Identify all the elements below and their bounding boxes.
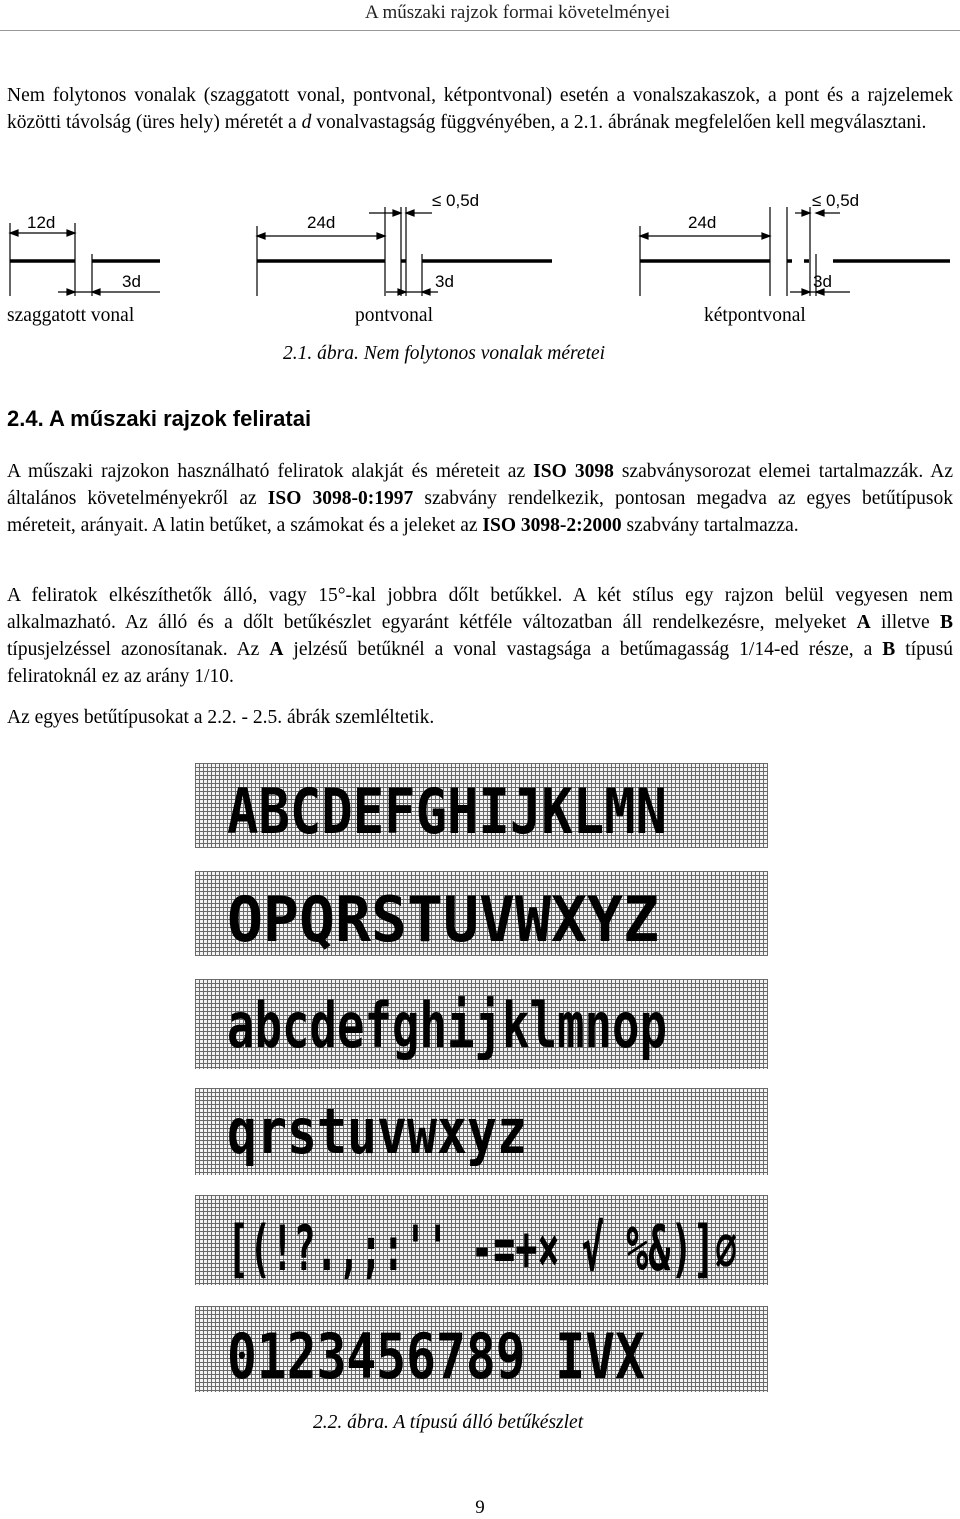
para2-bold-3: A (269, 639, 284, 660)
para2-text-5: típusú feliratoknál ez az arány 1/10. (7, 639, 953, 687)
glyph-row-1-text: ABCDEFGHIJKLMN (227, 775, 667, 848)
label-dotted: pontvonal (355, 305, 433, 326)
para2-text-1: A feliratok elkészíthetők álló, vagy 15°-kal jobbra dőlt betűkkel. A két stílus egy rajzon belül vegyesen nem alkalmazható. Az álló és a dőlt betűkészlet egyaránt kétféle változatban áll rendelkezésre, melyeket (7, 585, 953, 633)
dotted-line-diagram (257, 207, 552, 296)
para2-text-2: illetve (870, 612, 940, 633)
page-number: 9 (475, 1497, 485, 1518)
intro-text-b: vonalvastagság függvényében, a 2.1. ábrának megfelelően kell megválasztani. (311, 112, 927, 133)
paragraph-figures-ref: Az egyes betűtípusokat a 2.2. - 2.5. ábrák szemléltetik. (7, 707, 435, 728)
header-title: A műszaki rajzok formai követelményei (365, 2, 670, 23)
glyph-grid-row-6 (195, 1306, 768, 1392)
dim-twodot-dot: ≤ 0,5d (812, 191, 860, 210)
glyph-row-4-text: qrstuvwxyz (227, 1095, 527, 1168)
glyph-row-2-text: OPQRSTUVWXYZ (227, 883, 659, 956)
line-types-figure (0, 185, 960, 300)
glyph-row-6-text: 0123456789 IVX (227, 1320, 645, 1392)
glyph-row-3-text: abcdefghijklmnop (227, 989, 667, 1062)
page-header (0, 0, 960, 34)
glyph-grid-row-4 (195, 1088, 768, 1175)
dim-dot-long: 24d (307, 213, 336, 232)
dim-twodot-long: 24d (688, 213, 717, 232)
para1-text-4: szabvány tartalmazza. (621, 515, 799, 536)
glyph-grid-row-1 (195, 763, 768, 848)
glyph-grid-row-3 (195, 979, 768, 1069)
para2-text-3: típusjelzéssel azonosítanak. Az (7, 639, 270, 660)
para1-text-3: szabvány rendelkezik, pontosan megadva az egyes betűtípusok méreteit, arányait. A latin betűket, a számokat és a jeleket az (7, 488, 953, 536)
figure2-caption: 2.2. ábra. A típusú álló betűkészlet (313, 1412, 584, 1433)
para1-bold-1: ISO 3098 (533, 461, 614, 482)
para2-bold-4: B (882, 639, 896, 660)
dim-dot-dot: ≤ 0,5d (432, 191, 480, 210)
para2-bold-2: B (939, 612, 953, 633)
intro-d-symbol: d (301, 112, 312, 133)
glyph-row-5-text: [(!?.,;:'' -=+× √ %&)]∅ (227, 1212, 737, 1285)
para1-text-1: A műszaki rajzokon használható feliratok alakját és méreteit az (7, 461, 534, 482)
para1-bold-3: ISO 3098-2:2000 (482, 515, 622, 536)
dim-dashed-gap: 3d (122, 272, 141, 291)
glyph-grid-row-5 (195, 1195, 768, 1285)
para1-bold-2: ISO 3098-0:1997 (267, 488, 414, 509)
dim-dot-gap: 3d (435, 272, 454, 291)
paragraph-styles (7, 582, 953, 690)
glyph-grid-row-2 (195, 871, 768, 956)
twodot-line-diagram (640, 207, 950, 296)
intro-paragraph (7, 82, 953, 136)
section-heading: 2.4. A műszaki rajzok feliratai (7, 406, 312, 431)
label-dashed: szaggatott vonal (7, 305, 135, 326)
para2-bold-1: A (856, 612, 871, 633)
paragraph-iso (7, 458, 953, 539)
dim-twodot-gap: 3d (813, 272, 832, 291)
header-rule (0, 30, 960, 31)
figure1-caption: 2.1. ábra. Nem folytonos vonalak méretei (283, 343, 606, 364)
intro-text-a: Nem folytonos vonalak (szaggatott vonal, pontvonal, kétpontvonal) esetén a vonalszakaszok, a pont és a rajzelemek közötti távolság (üres hely) méretét a (7, 85, 953, 133)
para1-text-2: szabványsorozat elemei tartalmazzák. Az általános követelményekről az (7, 461, 953, 509)
dim-dashed-long: 12d (27, 213, 56, 232)
para2-text-4: jelzésű betűknél a vonal vastagsága a betűmagasság 1/14-ed része, a (283, 639, 883, 660)
label-twodot: kétpontvonal (704, 305, 806, 326)
